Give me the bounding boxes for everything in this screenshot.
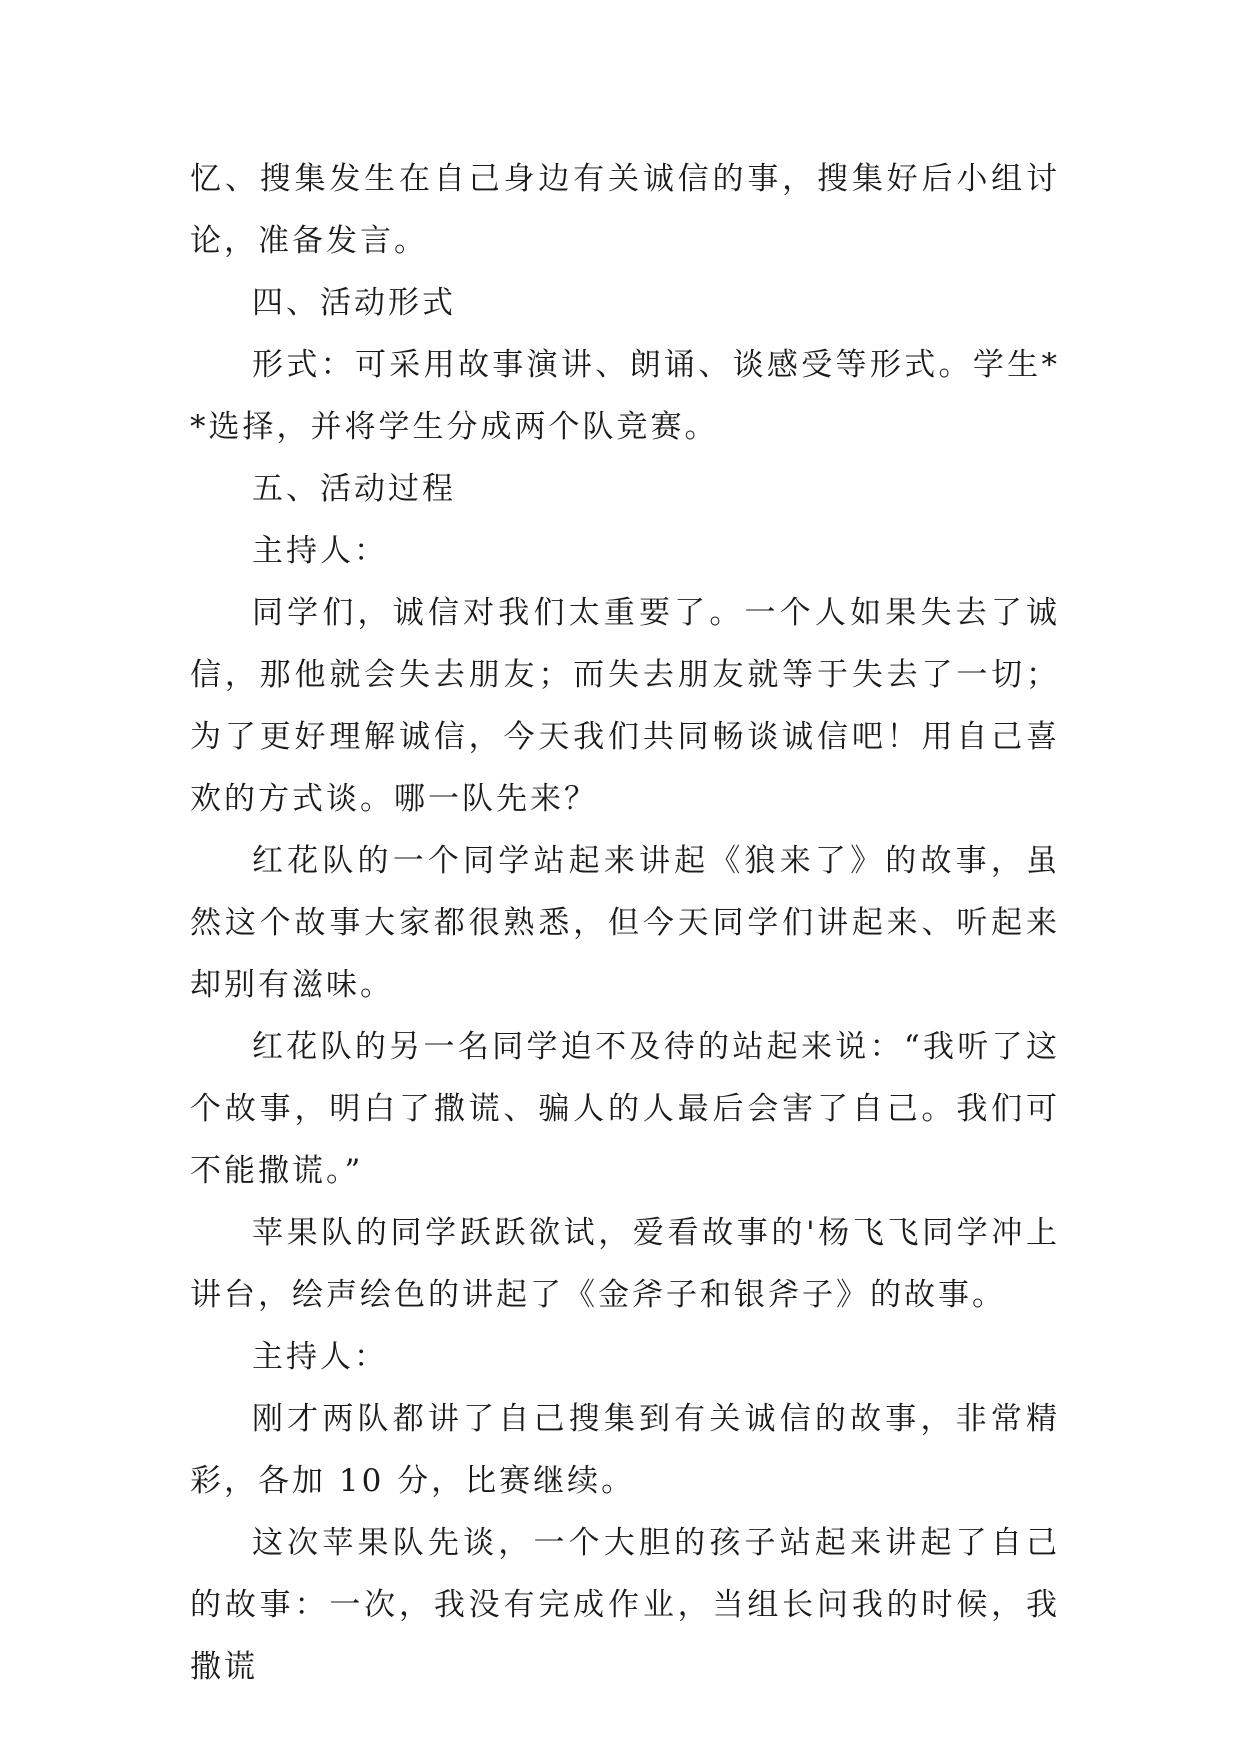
document-body [190,148,1060,1698]
section-heading-activity-form: 四、活动形式 [252,285,456,321]
paragraph-host-opening: 同学们，诚信对我们太重要了。一个人如果失去了诚信，那他就会失去朋友；而失去朋友就等于失去了一切；为了更好理解诚信，今天我们共同畅谈诚信吧！用自己喜欢的方式谈。哪一队先来？ [190,595,1060,817]
paragraph-red-team-story: 红花队的一个同学站起来讲起《狼来了》的故事，虽然这个故事大家都很熟悉，但今天同学们讲起来、听起来却别有滋味。 [190,843,1060,1003]
paragraph-continuation: 忆、搜集发生在自己身边有关诚信的事，搜集好后小组讨论，准备发言。 [190,161,1060,259]
paragraph-form: 形式：可采用故事演讲、朗诵、谈感受等形式。学生**选择，并将学生分成两个队竞赛。 [190,347,1060,445]
paragraph-apple-team-personal: 这次苹果队先谈，一个大胆的孩子站起来讲起了自己的故事：一次，我没有完成作业，当组长问我的时候，我撒谎 [190,1525,1060,1685]
paragraph-host-scoring: 刚才两队都讲了自己搜集到有关诚信的故事，非常精彩，各加 10 分，比赛继续。 [190,1401,1060,1499]
paragraph-red-team-comment: 红花队的另一名同学迫不及待的站起来说：“我听了这个故事，明白了撒谎、骗人的人最后会害了自己。我们可不能撒谎。” [190,1029,1060,1189]
speaker-label-host: 主持人： [252,533,388,569]
section-heading-activity-process: 五、活动过程 [252,471,456,507]
speaker-label-host: 主持人： [252,1339,388,1375]
paragraph-apple-team-story: 苹果队的同学跃跃欲试，爱看故事的'杨飞飞同学冲上讲台，绘声绘色的讲起了《金斧子和银斧子》的故事。 [190,1215,1060,1313]
